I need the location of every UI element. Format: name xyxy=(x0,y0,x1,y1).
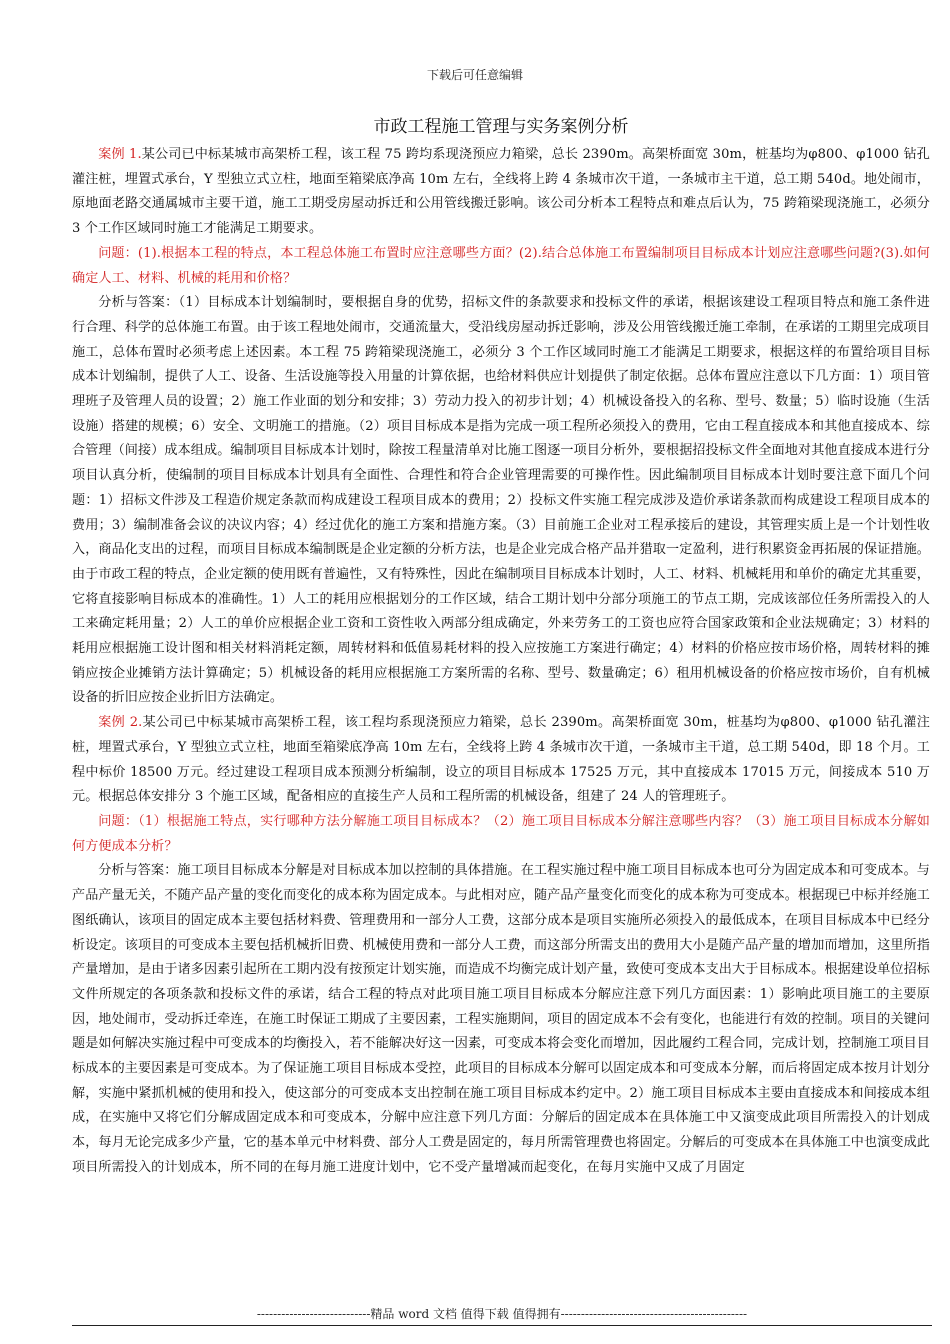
footer-text: ----------------------------精品 word 文档 值得下载 值得拥有---------------------------------------------- xyxy=(256,1307,748,1321)
case1-answer: 分析与答案：（1）目标成本计划编制时，要根据自身的优势，招标文件的条款要求和投标文件的承诺，根据该建设工程项目特点和施工条件进行合理、科学的总体施工布置。由于该工程地处闹市，交通流量大，受沿线房屋动拆迁影响，涉及公用管线搬迁施工牵制，在承诺的工期里完成项目施工，总体布置时必须考虑上述因素。本工程 75 跨箱梁现浇施工，必须分 3 个工作区域同时施工才能满足工期要求，根据这样的布置给项目目标成本计划编制，提供了人工、设备、生活设施等投入用量的计算依据，也给材料供应计划提供了制定依据。总体布置应注意以下几方面：1）项目管理班子及管理人员的设置；2）施工作业面的划分和安排；3）劳动力投入的初步计划；4）机械设备投入的名称、型号、数量；5）临时设施（生活设施）搭建的规模；6）安全、文明施工的措施。（2）项目目标成本是指为完成一项工程所必须投入的费用，它由工程直接成本和其他直接成本、综合管理（间接）成本组成。编制项目目标成本计划时，除按工程量清单对比施工图逐一项目分析外，要根据招投标文件全面地对其他直接成本进行分项目认真分析，使编制的项目目标成本计划具有全面性、合理性和符合企业管理需要的可操作性。因此编制项目目标成本计划时要注意下面几个问题：1）招标文件涉及工程造价规定条款而构成建设工程项目成本的费用；2）投标文件实施工程完成涉及造价承诺条款而构成建设工程项目成本的费用；3）编制准备会议的决议内容；4）经过优化的施工方案和措施方案。（3）目前施工企业对工程承接后的建设，其管理实质上是一个计划性收入，商品化支出的过程，而项目目标成本编制既是企业定额的分析方法，也是企业完成合格产品并猎取一定盈利，进行积累资金再拓展的保证措施。由于市政工程的特点，企业定额的使用既有普遍性，又有特殊性，因此在编制项目目标成本计划时，人工、材料、机械耗用和单价的确定尤其重要，它将直接影响目标成本的准确性。1）人工的耗用应根据划分的工作区域，结合工期计划中分部分项施工的节点工期，完成该部位任务所需投入的人工来确定耗用量；2）人工的单价应根据企业工资和工资性收入两部分组成确定，外来劳务工的工资也应符合国家政策和企业法规确定；3）材料的耗用应根据施工设计图和相关材料消耗定额，周转材料和低值易耗材料的投入应按施工方案进行确定；4）材料的价格应按市场价格，周转材料的摊销应按企业摊销方法计算确定；5）机械设备的耗用应根据施工方案所需的名称、型号、数量确定；6）租用机械设备的价格应按市场价，自有机械设备的折旧应按企业折旧方法确定。 xyxy=(72,295,930,706)
case2-question: 问题：（1）根据施工特点，实行哪种方法分解施工项目目标成本？（2）施工项目目标成本分解注意哪些内容？（3）施工项目目标成本分解如何方便成本分析？ xyxy=(72,813,930,854)
page-footer xyxy=(72,1305,932,1326)
case1-label: 案例 1. xyxy=(98,147,142,162)
document-title: 市政工程施工管理与实务案例分析 xyxy=(373,117,629,137)
document-body xyxy=(72,112,930,1181)
case1-description xyxy=(72,143,930,242)
case2-text: 某公司已中标某城市高架桥工程，该工程均系现浇预应力箱梁，总长 2390m。高架桥面宽 30m，桩基均为φ800、φ1000 钻孔灌注桩，埋置式承台，Y 型独立式立柱，地面至箱梁底净高 10m 左右，全线将上跨 4 条城市次干道，一条城市主干道，总工期 540d，即 18 个月。工程中标价 18500 万元。经过建设工程项目成本预测分析编制，设立的项目目标成本 17525 万元，其中直接成本 17015 万元，间接成本 510 万元。根据总体安排分 3 个施工区域，配备相应的直接生产人员和工程所需的机械设备，组建了 24 人的管理班子。 xyxy=(72,715,930,805)
case2-answer: 分析与答案：施工项目目标成本分解是对目标成本加以控制的具体措施。在工程实施过程中施工项目目标成本也可分为固定成本和可变成本。与产品产量无关，不随产品产量的变化而变化的成本称为固定成本。与此相对应，随产品产量变化而变化的成本称为可变成本。根据现已中标并经施工图纸确认，该项目的固定成本主要包括材料费、管理费用和一部分人工费，这部分成本是项目实施所必须投入的最低成本，在项目目标成本中已经分析设定。该项目的可变成本主要包括机械折旧费、机械使用费和一部分人工费，而这部分所需支出的费用大小是随产品产量的增加而增加，这里所指产量增加，是由于诸多因素引起所在工期内没有按预定计划实施，而造成不均衡完成计划产量，致使可变成本支出大于目标成本。根据建设单位招标文件所规定的各项条款和投标文件的承诺，结合工程的特点对此项目施工项目目标成本分解应注意下列几方面因素：1）影响此项目施工的主要原因，地处闹市，受动拆迁牵连，在施工时保证工期成了主要因素，工程实施期间，项目的固定成本不会有变化，也能进行有效的控制。项目的关键问题是如何解决实施过程中可变成本的均衡投入，若不能解决好这一因素，可变成本将会变化而增加，因此履约工程合同，完成计划，控制施工项目目标成本的主要因素是可变成本。为了保证施工项目目标成本受控，此项目的目标成本分解可以固定成本和可变成本分解，而后将固定成本按月计划分解，实施中紧抓机械的使用和投入，使这部分的可变成本支出控制在施工项目目标成本约定中。2）施工项目目标成本主要由直接成本和间接成本组成，在实施中又将它们分解成固定成本和可变成本，分解中应注意下列几方面：分解后的固定成本在具体施工中又演变成此项目所需投入的计划成本，每月无论完成多少产量，它的基本单元中材料费、部分人工费是固定的，每月所需管理费也将固定。分解后的可变成本在具体施工中也演变成此项目所需投入的计划成本，所不同的在每月施工进度计划中，它不受产量增减而起变化，在每月实施中又成了月固定 xyxy=(72,863,930,1175)
header-note: 下载后可任意编辑 xyxy=(426,68,523,82)
case2-description xyxy=(72,711,930,810)
footer-divider xyxy=(72,1325,932,1326)
case1-text: 某公司已中标某城市高架桥工程，该工程 75 跨均系现浇预应力箱梁，总长 2390m。高架桥面宽 30m，桩基均为φ800、φ1000 钻孔灌注桩，埋置式承台，Y 型独立式立柱，地面至箱梁底净高 10m 左右，全线将上跨 4 条城市次干道，一条城市主干道，总工期 540d。地处闹市，原地面老路交通属城市主要干道，施工工期受房屋动拆迁和公用管线搬迁影响。该公司分析本工程特点和难点后认为，75 跨箱梁现浇施工，必须分 3 个工作区域同时施工才能满足工期要求。 xyxy=(72,147,930,237)
case1-question: 问题：(1).根据本工程的特点，本工程总体施工布置时应注意哪些方面？(2).结合总体施工布置编制项目目标成本计划应注意哪些问题?(3).如何确定人工、材料、机械的耗用和价格？ xyxy=(72,245,930,286)
case2-label: 案例 2. xyxy=(98,715,143,731)
